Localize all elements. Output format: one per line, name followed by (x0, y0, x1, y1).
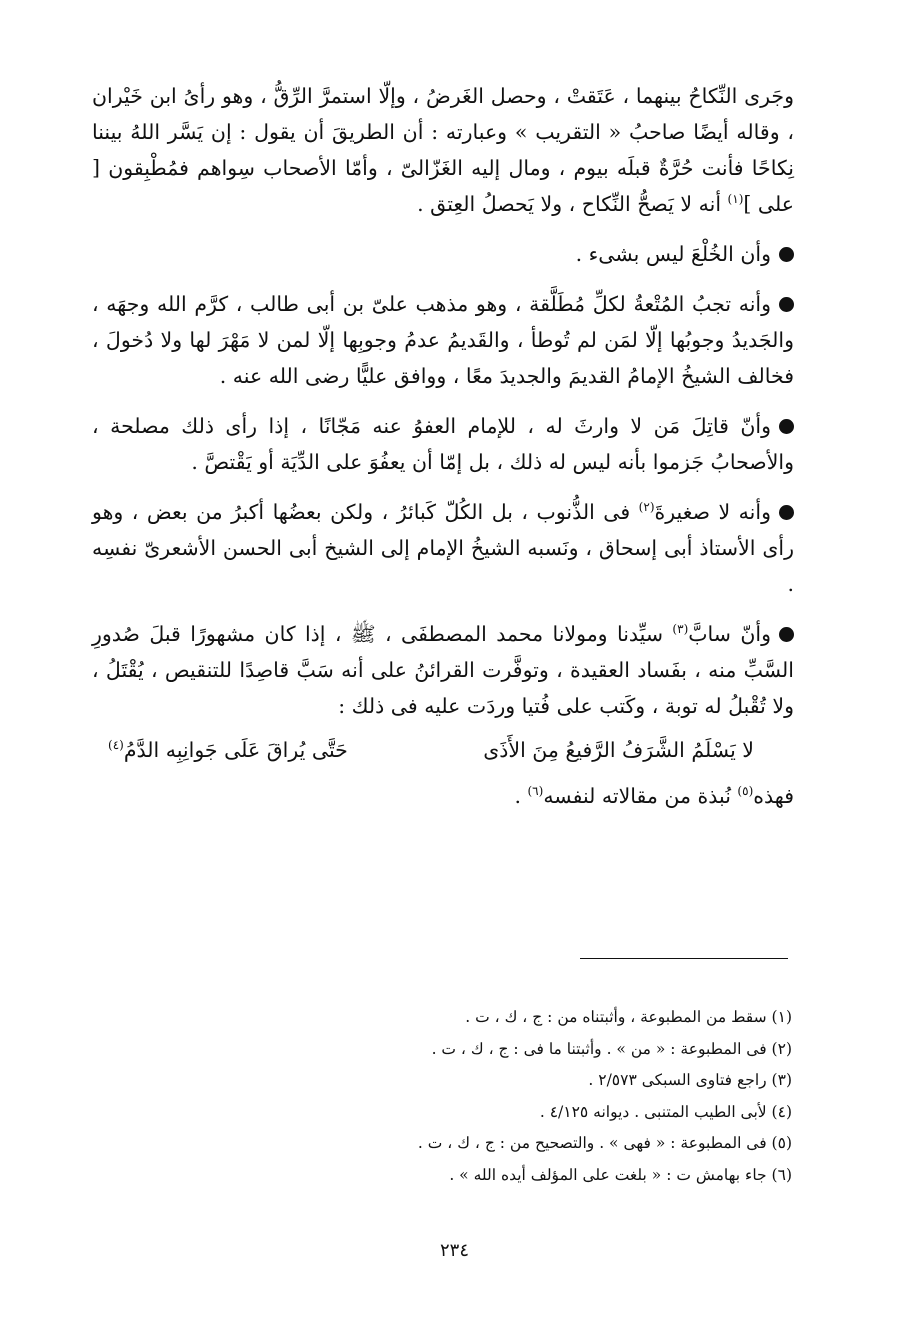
footnote-1: (١) سقط من المطبوعة ، وأثبتناه من : ج ، ك ، ت . (465, 1008, 792, 1026)
paragraph-text: فى الذُّنوب ، بل الكُلّ كَبائرُ ، ولكن بعضُها أكبرُ من بعض ، وهو رأى الأستاذ أبى إسحاق ، ونَسبه الشيخُ الإمام إلى الشيخ أبى الحسن الأشعرىّ نفسِه . (92, 500, 794, 596)
paragraph-text: وأن الخُلْعَ ليس بشىء . (575, 242, 771, 266)
footnote-6: (٦) جاء بهامش ت : « بلغت على المؤلف أيده الله » . (449, 1165, 792, 1184)
footnote-ref-3[interactable]: (٣) (672, 622, 689, 637)
footnote-ref-1[interactable]: (١) (727, 192, 744, 207)
paragraph-text: وأنّ قاتِلَ مَن لا وارثَ له ، للإمام العفوُ عنه مَجّانًا ، إذا رأى ذلك مصلحة ، والأصحابُ جَزموا بأنه ليس له ذلك ، بل إمّا أن يعفُوَ على الدِّيَة أو يَقْتصَّ . (92, 414, 794, 474)
bullet-icon (779, 297, 794, 312)
paragraph-text: وأنه لا صغيرةَ (654, 500, 771, 524)
bullet-icon (779, 247, 794, 262)
paragraph-2 (92, 236, 794, 272)
paragraph-text: وجَرى النِّكاحُ بينهما ، عَتَقتْ ، وحصل الغَرضُ ، وإلّا استمرَّ الرِّقُّ ، وهو رأىُ ابن خَيْران ، وقاله أيضًا صاحبُ « التقريب » وعبارته : أن الطريقَ أن يقول : إن يَسَّر اللهُ بيننا نِكاحًا فأنت حُرَّةٌ قبلَه بيوم ، ومال إليه الغَزّالىّ ، وأمّا الأصحاب سِواهم فمُطْبِقون [ على ] (92, 84, 794, 216)
closing-text: . (514, 784, 528, 808)
footnote-ref-4[interactable]: (٤) (108, 738, 124, 753)
paragraph-text: أنه لا يَصحُّ النِّكاح ، ولا يَحصلُ العِتق . (417, 192, 728, 216)
paragraph-1 (92, 78, 794, 222)
footnote-3: (٣) راجع فتاوى السبكى ٢/٥٧٣ . (588, 1071, 792, 1089)
footnote-ref-5[interactable]: (٥) (737, 784, 754, 799)
footnote-ref-6[interactable]: (٦) (527, 784, 544, 799)
paragraph-6 (92, 616, 794, 724)
main-text (92, 78, 794, 814)
verse-first-hemistich: لا يَسْلَمُ الشَّرَفُ الرَّفيعُ مِنَ الأَذَى (483, 738, 754, 762)
paragraph-5 (92, 494, 794, 602)
footnote-ref-2[interactable]: (٢) (638, 500, 655, 515)
paragraph-text: سيِّدنا ومولانا محمد المصطفَى ، ﷺ ، إذا كان مشهورًا قبلَ صُدورِ السَّبِّ منه ، بفَساد العقيدة ، وتوفَّرت القرائنُ على أنه سَبَّ قاصِدًا للتنقيص ، يُقْتَلُ ، ولا تُقْبلُ له توبة ، وكَتب على فُتيا وردَت عليه فى ذلك : (92, 622, 794, 718)
closing-text: نُبذة من مقالاته لنفسه (543, 784, 738, 808)
page-number: ٢٣٤ (439, 1240, 469, 1261)
footnote-5: (٥) فى المطبوعة : « فهى » . والتصحيح من : ج ، ك ، ت . (417, 1134, 792, 1152)
closing-text: فهذه (753, 784, 794, 808)
verse-second-text: حَتَّى يُراقَ عَلَى جَوانِبِه الدَّمُ (123, 738, 348, 762)
bullet-icon (779, 627, 794, 642)
paragraph-text: وأنّ سابَّ (688, 622, 772, 646)
closing-line (92, 778, 794, 814)
footnote-2: (٢) فى المطبوعة : « من » . وأثبتنا ما فى : ج ، ك ، ت . (431, 1039, 792, 1058)
verse-second-hemistich (108, 732, 348, 768)
bullet-icon (779, 505, 794, 520)
paragraph-3 (92, 286, 794, 394)
footnotes (200, 1002, 792, 1191)
footnote-4: (٤) لأبى الطيب المتنبى . ديوانه ٤/١٢٥ . (539, 1102, 792, 1121)
paragraph-4 (92, 408, 794, 480)
paragraph-text: وأنه تجبُ المُتْعةُ لكلِّ مُطَلَّقة ، وهو مذهب علىّ بن أبى طالب ، كرَّم الله وجهَه ، والجَديدُ وجوبُها إلّا لمَن لم تُوطأ ، والقَديمُ عدمُ وجوبِها إلّا لمن لا مَهْرَ لها ولا دُخولَ ، فخالف الشيخُ الإمامُ القديمَ والجديدَ معًا ، ووافق عليًّا رضى الله عنه . (92, 292, 794, 388)
footnote-separator (580, 958, 788, 959)
poetry-verse (92, 732, 794, 768)
bullet-icon (779, 419, 794, 434)
